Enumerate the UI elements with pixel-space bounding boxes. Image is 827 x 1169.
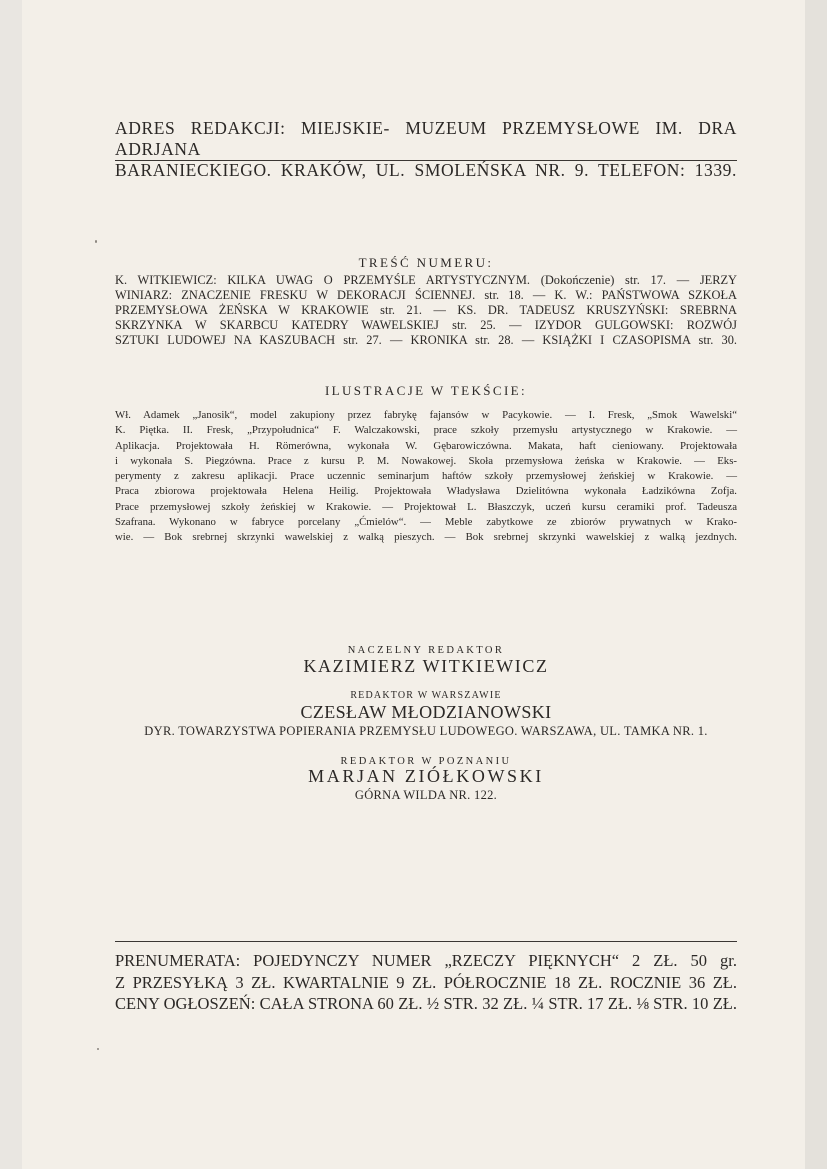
- illustration-line: wie. — Bok srebrnej skrzynki wawelskiej z walką pieszych. — Bok srebrnej skrzynki wawelskiej z walką jezdnych.: [115, 531, 737, 544]
- illustration-line: K. Piętka. II. Fresk, „Przypołudnica“ F. Walczakowski, prace szkoły przemysłu artystycznego w Krakowie. —: [115, 424, 737, 437]
- address-line-1: ADRES REDAKCJI: MIEJSKIE- MUZEUM PRZEMYSŁOWE IM. DRA ADRJANA: [115, 118, 737, 159]
- editorial-address: [115, 118, 737, 181]
- chief-editor-name: KAZIMIERZ WITKIEWICZ: [303, 656, 549, 676]
- subscription-line: PRENUMERATA: POJEDYNCZY NUMER „RZECZY PIĘKNYCH“ 2 ZŁ. 50 gr.: [115, 951, 737, 970]
- contents-title: TREŚĆ NUMERU:: [358, 255, 494, 270]
- illustration-line: perymenty z zakresu aplikacji. Prace uczennic seminarjum haftów szkoły przemysłowej żeńskiej w Krakowie. —: [115, 470, 737, 483]
- address-line-2: BARANIECKIEGO. KRAKÓW, UL. SMOLEŃSKA NR. 9. TELEFON: 1339.: [115, 160, 737, 180]
- contents-list: [115, 273, 737, 348]
- illustration-line: Wł. Adamek „Janosik“, model zakupiony przez fabrykę fajansów w Pacykowie. — I. Fresk, „Smok Wawelski“: [115, 409, 737, 421]
- subscription-info: [115, 950, 737, 1015]
- subscription-divider: [115, 941, 737, 942]
- contents-line: SKRZYNKA W SKARBCU KATEDRY WAWELSKIEJ str. 25. — IZYDOR GULGOWSKI: ROZWÓJ: [115, 318, 737, 332]
- poznan-editor-address: GÓRNA WILDA NR. 122.: [354, 788, 498, 802]
- illustration-line: Szafrana. Wykonano w fabryce porcelany „Ćmielów“. — Meble zabytkowe ze zbiorów prywatnych w Krako-: [115, 516, 737, 529]
- contents-line: WINIARZ: ZNACZENIE FRESKU W DEKORACJI ŚCIENNEJ. str. 18. — K. W.: PAŃSTWOWA SZKOŁA: [115, 288, 737, 302]
- header-divider: [115, 160, 737, 161]
- warsaw-editor-name: CZESŁAW MŁODZIANOWSKI: [300, 702, 552, 722]
- illustrations-list: [115, 408, 737, 546]
- contents-line: SZTUKI LUDOWEJ NA KASZUBACH str. 27. — KRONIKA str. 28. — KSIĄŻKI I CZASOPISMA str. 30.: [115, 333, 737, 347]
- illustration-line: Aplikacja. Projektowała H. Römerówna, wykonała W. Gębarowiczówna. Makata, haft cieniowany. Projektowała: [115, 439, 737, 452]
- contents-line: K. WITKIEWICZ: KILKA UWAG O PRZEMYŚLE ARTYSTYCZNYM. (Dokończenie) str. 17. — JERZY: [115, 273, 737, 287]
- page-edge: [805, 0, 827, 1169]
- scan-speck: [97, 1048, 99, 1050]
- contents-line: PRZEMYSŁOWA ŻEŃSKA W KRAKOWIE str. 21. — KS. DR. TADEUSZ KRUSZYŃSKI: SREBRNA: [115, 303, 737, 317]
- poznan-editor-name: MARJAN ZIÓŁKOWSKI: [308, 766, 544, 786]
- illustration-line: i wykonała S. Piegzówna. Prace z kursu P. M. Nowakowej. Skoła przemysłowa żeńska w Krakowie. — Eks-: [115, 454, 737, 467]
- illustration-line: Prace przemysłowej szkoły żeńskiej w Krakowie. — Projektował L. Błaszczyk, uczeń kursu ceramiki prof. Tadeusza: [115, 500, 737, 513]
- scan-speck: [95, 240, 97, 243]
- subscription-line: CENY OGŁOSZEŃ: CAŁA STRONA 60 ZŁ. ½ STR. 32 ZŁ. ¼ STR. 17 ZŁ. ⅛ STR. 10 ZŁ.: [115, 994, 737, 1013]
- warsaw-editor-address: DYR. TOWARZYSTWA POPIERANIA PRZEMYSŁU LUDOWEGO. WARSZAWA, UL. TAMKA NR. 1.: [144, 724, 708, 738]
- warsaw-editor-label: REDAKTOR W WARSZAWIE: [350, 690, 502, 701]
- subscription-line: Z PRZESYŁKĄ 3 ZŁ. KWARTALNIE 9 ZŁ. PÓŁROCZNIE 18 ZŁ. ROCZNIE 36 ZŁ.: [115, 972, 737, 992]
- illustrations-title: ILUSTRACJE W TEKŚCIE:: [324, 383, 528, 398]
- chief-editor-label: NACZELNY REDAKTOR: [347, 645, 505, 656]
- illustration-line: Praca zbiorowa projektowała Helena Heilig. Projektowała Władysława Dzielitówna wykonała Ładzikówna Zofja.: [115, 485, 737, 498]
- poznan-editor-label: REDAKTOR W POZNANIU: [340, 756, 512, 767]
